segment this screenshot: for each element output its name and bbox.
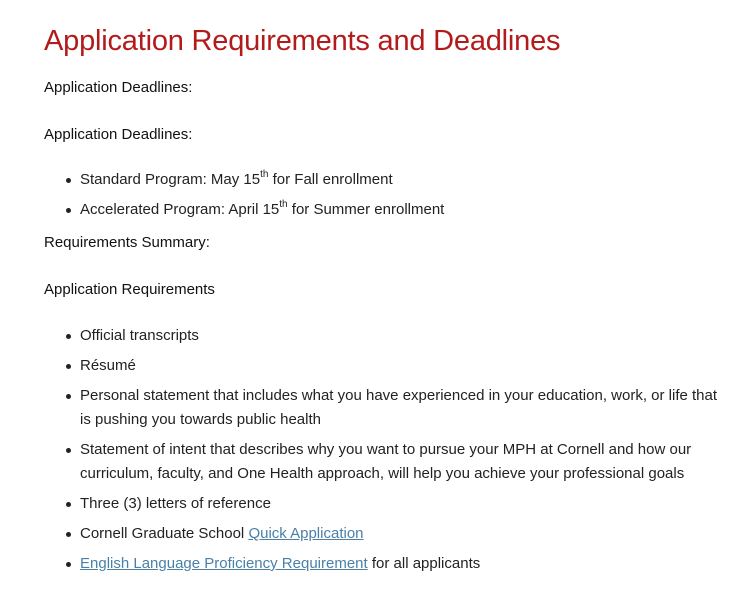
deadline-standard-ordinal: th (260, 169, 269, 180)
requirement-quick-application (80, 522, 730, 546)
deadlines-label: Application Deadlines: (44, 79, 193, 96)
requirement-english-proficiency (80, 552, 730, 576)
english-proficiency-link[interactable]: English Language Proficiency Requirement (80, 555, 368, 572)
requirement-personal-statement: Personal statement that includes what you have experienced in your education, work, or life that is pushing you towards public health (80, 384, 730, 432)
requirement-resume: Résumé (80, 354, 730, 378)
deadline-standard-term: for Fall enrollment (268, 171, 393, 188)
page-title: Application Requirements and Deadlines (44, 25, 561, 57)
deadline-standard-text: Standard Program: May 15 (80, 171, 261, 188)
deadline-accelerated-term: for Summer enrollment (287, 201, 445, 218)
deadlines-label-repeat: Application Deadlines: (44, 126, 193, 143)
requirements-summary-label: Requirements Summary: (44, 234, 210, 251)
requirement-transcripts: Official transcripts (80, 324, 730, 348)
application-requirements-label: Application Requirements (44, 281, 215, 298)
english-proficiency-suffix: for all applicants (367, 555, 481, 572)
requirement-references: Three (3) letters of reference (80, 492, 730, 516)
quick-application-prefix: Cornell Graduate School (80, 525, 249, 542)
deadline-accelerated (80, 198, 730, 221)
deadline-accelerated-text: Accelerated Program: April 15 (80, 201, 280, 218)
quick-application-link[interactable]: Quick Application (248, 525, 364, 542)
deadlines-list (44, 168, 730, 221)
requirement-statement-of-intent: Statement of intent that describes why you want to pursue your MPH at Cornell and how our curriculum, faculty, and One Health approach, will help you achieve your professional goals (80, 438, 730, 486)
requirements-list (44, 324, 730, 576)
deadline-accelerated-ordinal: th (279, 199, 288, 210)
deadline-standard (80, 168, 730, 191)
